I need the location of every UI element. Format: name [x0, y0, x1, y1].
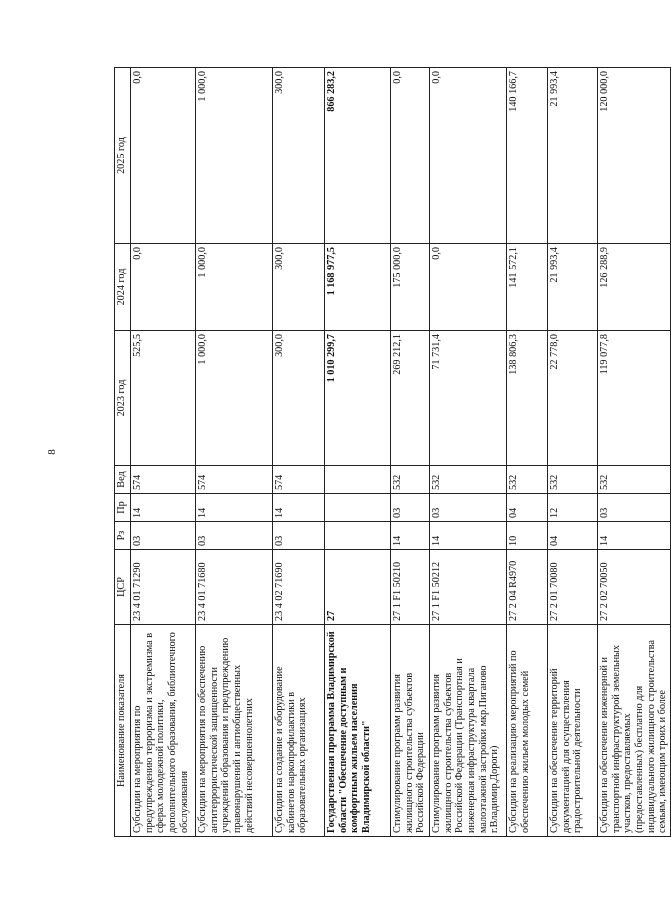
row-name: Субсидии на обеспечение территорий документацией для осуществления градостроительной деятельности: [548, 625, 598, 837]
row-csr: 27 1 F1 50210: [391, 550, 430, 625]
table-row: [430, 68, 507, 837]
table-row: [131, 68, 196, 837]
row-rz: [325, 522, 391, 550]
row-value-2023: 300,0: [273, 331, 325, 466]
row-csr: 27 2 01 70080: [548, 550, 598, 625]
row-pr: 03: [391, 494, 430, 522]
table-row: [196, 68, 273, 837]
row-value-2023: 1 000,0: [196, 331, 273, 466]
row-name: Субсидии на реализацию мероприятий по обеспечению жильем молодых семей: [507, 625, 548, 837]
header-pr: Пр: [115, 494, 131, 522]
row-ved: 532: [507, 466, 548, 494]
row-pr: 14: [273, 494, 325, 522]
table-row: [598, 68, 671, 837]
row-value-2023: 138 806,3: [507, 331, 548, 466]
row-rz: 03: [196, 522, 273, 550]
row-name: Субсидии на мероприятия по обеспечению антитеррористической защищенности учреждений образования и предупреждению правонарушений и антиобщественных действий несовершеннолетних: [196, 625, 273, 837]
row-pr: [325, 494, 391, 522]
row-pr: 04: [507, 494, 548, 522]
header-2024: 2024 год: [115, 244, 131, 331]
row-ved: 532: [391, 466, 430, 494]
row-value-2025: 1 000,0: [196, 68, 273, 244]
rotated-table-area: [114, 68, 669, 837]
row-value-2024: 300,0: [273, 244, 325, 331]
row-value-2024: 21 993,4: [548, 244, 598, 331]
row-value-2023: 1 010 299,7: [325, 331, 391, 466]
budget-table: [114, 67, 671, 837]
header-ved: Вед: [115, 466, 131, 494]
row-value-2025: 0,0: [131, 68, 196, 244]
header-name: Наименование показателя: [115, 625, 131, 837]
page-number: 8: [46, 449, 58, 455]
row-csr: 23 4 02 71690: [273, 550, 325, 625]
row-rz: 10: [507, 522, 548, 550]
row-value-2023: 269 212,1: [391, 331, 430, 466]
row-value-2023: 22 778,0: [548, 331, 598, 466]
row-rz: 14: [391, 522, 430, 550]
row-name: Субсидии на мероприятия по предупреждению терроризма и экстремизма в сферах молодежной политики, дополнительного образования, библиотечного обслуживания: [131, 625, 196, 837]
table-row: [548, 68, 598, 837]
row-ved: 532: [430, 466, 507, 494]
row-csr: 27: [325, 550, 391, 625]
row-value-2023: 119 077,8: [598, 331, 671, 466]
row-ved: [325, 466, 391, 494]
row-value-2025: 866 283,2: [325, 68, 391, 244]
row-value-2023: 525,5: [131, 331, 196, 466]
row-pr: 03: [598, 494, 671, 522]
row-csr: 27 2 02 70050: [598, 550, 671, 625]
row-name: Субсидии на обеспечение инженерной и транспортной инфраструктурой земельных участков, предоставляемых (предоставленных) бесплатно для индивидуального жилищного строительства семьям, имеющим троих и более: [598, 625, 671, 837]
row-value-2025: 300,0: [273, 68, 325, 244]
header-csr: ЦСР: [115, 550, 131, 625]
row-value-2024: 1 000,0: [196, 244, 273, 331]
header-row: [115, 68, 131, 837]
row-value-2025: 0,0: [391, 68, 430, 244]
row-name: Стимулирование программ развития жилищного строительства субъектов Российской Федерации: [391, 625, 430, 837]
row-pr: 12: [548, 494, 598, 522]
row-pr: 14: [131, 494, 196, 522]
row-rz: 14: [430, 522, 507, 550]
row-ved: 574: [273, 466, 325, 494]
table-row: [391, 68, 430, 837]
row-value-2023: 71 731,4: [430, 331, 507, 466]
row-value-2025: 140 166,7: [507, 68, 548, 244]
row-value-2024: 141 572,1: [507, 244, 548, 331]
row-csr: 23 4 01 71290: [131, 550, 196, 625]
header-2025: 2025 год: [115, 68, 131, 244]
row-rz: 03: [131, 522, 196, 550]
row-value-2024: 1 168 977,5: [325, 244, 391, 331]
row-rz: 14: [598, 522, 671, 550]
row-ved: 574: [196, 466, 273, 494]
table-row: [273, 68, 325, 837]
row-ved: 574: [131, 466, 196, 494]
row-value-2024: 126 288,9: [598, 244, 671, 331]
row-value-2025: 21 993,4: [548, 68, 598, 244]
header-rz: Рз: [115, 522, 131, 550]
row-csr: 23 4 01 71680: [196, 550, 273, 625]
row-csr: 27 2 04 R4970: [507, 550, 548, 625]
row-value-2024: 0,0: [430, 244, 507, 331]
row-value-2024: 0,0: [131, 244, 196, 331]
row-rz: 04: [548, 522, 598, 550]
row-name: Государственная программа Владимирской области "Обеспечение доступным и комфортным жильем населения Владимирской области": [325, 625, 391, 837]
table-row: [325, 68, 391, 837]
header-2023: 2023 год: [115, 331, 131, 466]
row-value-2024: 175 000,0: [391, 244, 430, 331]
row-pr: 14: [196, 494, 273, 522]
row-ved: 532: [598, 466, 671, 494]
row-value-2025: 0,0: [430, 68, 507, 244]
row-pr: 03: [430, 494, 507, 522]
row-value-2025: 120 000,0: [598, 68, 671, 244]
row-rz: 03: [273, 522, 325, 550]
row-name: Стимулирование программ развития жилищного строительства субъектов Российской Федерации (Транспортная и инженерная инфраструктура квартала малоэтажной застройки мкр.Пиганово г.Владимир,Дороги): [430, 625, 507, 837]
row-csr: 27 1 F1 50212: [430, 550, 507, 625]
table-row: [507, 68, 548, 837]
row-name: Субсидии на создание и оборудование кабинетов наркопрофилактики в образовательных организациях: [273, 625, 325, 837]
row-ved: 532: [548, 466, 598, 494]
